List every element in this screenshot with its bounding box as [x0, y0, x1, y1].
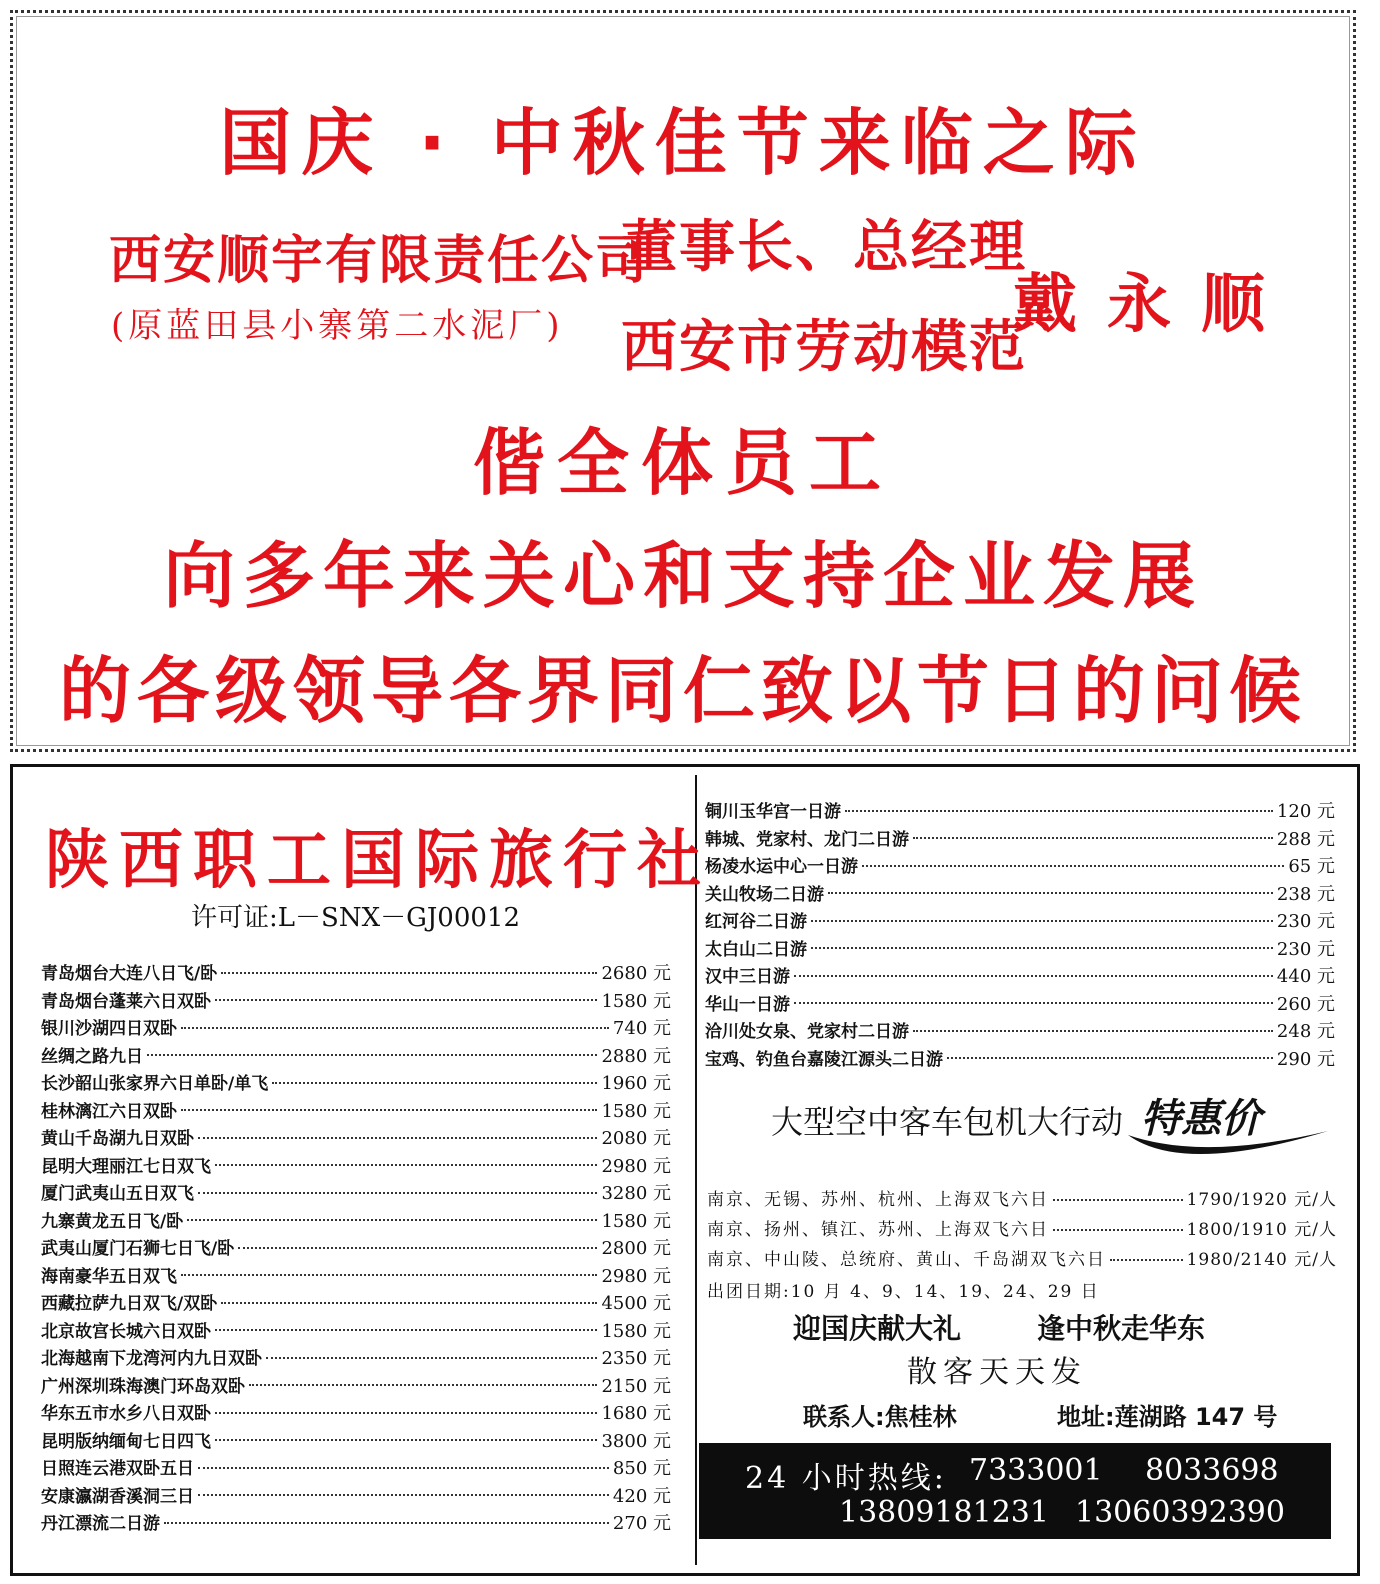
- dot-leader: [215, 1439, 597, 1441]
- tour-item: [705, 907, 1335, 935]
- tour-name: 北海越南下龙湾河内九日双卧: [41, 1349, 262, 1369]
- tour-item: [41, 1069, 671, 1097]
- slogan-national-day: 迎国庆献大礼: [793, 1312, 962, 1345]
- dot-leader: [215, 1164, 597, 1166]
- greeting-ad: [10, 10, 1356, 752]
- greeting-line-2: 向多年来关心和支持企业发展: [162, 534, 1203, 618]
- tour-name: 安康瀛湖香溪洞三日: [41, 1486, 194, 1507]
- hotline-number: 13060392390: [1075, 1495, 1285, 1530]
- tour-name: 昆明大理丽江七日双飞: [41, 1156, 211, 1177]
- dot-leader: [181, 1109, 597, 1111]
- tour-item: [41, 1317, 671, 1345]
- dot-leader: [947, 1057, 1273, 1059]
- dot-leader: [1110, 1259, 1183, 1261]
- dot-leader: [811, 947, 1273, 949]
- tour-price: 1580 元: [601, 1100, 671, 1122]
- tour-name: 青岛烟台大连八日飞/卧: [41, 964, 218, 984]
- tour-name: 日照连云港双卧五日: [41, 1459, 194, 1479]
- tour-price: 3280 元: [601, 1183, 671, 1204]
- tour-item: [705, 1045, 1335, 1073]
- dot-leader: [147, 1054, 597, 1056]
- dot-leader: [1053, 1199, 1183, 1201]
- dot-leader: [272, 1082, 597, 1084]
- tour-price: 1580 元: [601, 1210, 671, 1232]
- tour-item: [41, 1372, 671, 1400]
- dot-leader: [845, 810, 1273, 812]
- tour-price: 120 元: [1276, 801, 1335, 822]
- tour-price: 270 元: [612, 1513, 671, 1534]
- tour-price: 2880 元: [601, 1045, 671, 1067]
- tour-price: 260 元: [1276, 993, 1335, 1015]
- tour-price: 1580 元: [601, 1320, 671, 1342]
- dot-leader: [862, 865, 1284, 867]
- hotline-box: [699, 1443, 1331, 1539]
- tour-price: 2680 元: [601, 963, 671, 984]
- tour-item: [41, 1179, 671, 1207]
- dot-leader: [794, 1002, 1273, 1004]
- tour-item: [705, 880, 1335, 908]
- license-number: 许可证:L－SNX－GJ00012: [191, 903, 520, 933]
- slogan-mid-autumn: 逢中秋走华东: [1037, 1312, 1206, 1345]
- tour-name: 长沙韶山张家界六日单卧/单飞: [41, 1074, 269, 1094]
- tour-price: 1960 元: [601, 1073, 671, 1094]
- tour-name: 黄山千岛湖九日双卧: [41, 1129, 194, 1149]
- tour-price: 2350 元: [601, 1348, 671, 1369]
- tour-name: 宝鸡、钓鱼台嘉陵江源头二日游: [705, 1049, 943, 1070]
- tour-item: [41, 1454, 671, 1482]
- tour-price: 288 元: [1276, 828, 1335, 850]
- tour-item: [41, 1014, 671, 1042]
- tour-price: 740 元: [612, 1018, 671, 1039]
- address: 地址:莲湖路 147 号: [1057, 1403, 1278, 1431]
- tour-item: [41, 1289, 671, 1317]
- tour-item: [41, 987, 671, 1015]
- tour-name: 华东五市水乡八日双卧: [41, 1404, 211, 1424]
- special-price-badge: 特惠价: [1141, 1096, 1261, 1142]
- departure-dates: 出团日期:10 月 4、9、14、19、24、29 日: [707, 1282, 1100, 1302]
- dot-leader: [187, 1219, 597, 1221]
- tour-item: [41, 1207, 671, 1235]
- dot-leader: [198, 1192, 597, 1194]
- dot-leader: [221, 972, 597, 974]
- tour-price: 4500 元: [601, 1293, 671, 1314]
- dot-leader: [266, 1357, 597, 1359]
- tour-name: 韩城、党家村、龙门二日游: [705, 829, 909, 850]
- agency-name: 陕西职工国际旅行社: [45, 823, 711, 898]
- tour-name: 丝绸之路九日: [41, 1046, 143, 1067]
- tour-item: [41, 1152, 671, 1180]
- tour-item: [705, 825, 1335, 853]
- tour-item: [41, 1234, 671, 1262]
- tour-item: [41, 1509, 671, 1537]
- tour-item: [705, 797, 1335, 825]
- tour-name: 南京、无锡、苏州、杭州、上海双飞六日: [707, 1190, 1049, 1210]
- dot-leader: [913, 1030, 1273, 1032]
- dot-leader: [215, 999, 597, 1001]
- tour-price: 290 元: [1276, 1048, 1335, 1070]
- hotline-number: 8033698: [1145, 1453, 1279, 1488]
- tour-item: [41, 959, 671, 987]
- tour-name: 太白山二日游: [705, 939, 807, 960]
- tour-price: 1800/1910 元/人: [1186, 1220, 1337, 1240]
- tour-item: [41, 1124, 671, 1152]
- tour-name: 汉中三日游: [705, 967, 790, 987]
- tour-name: 广州深圳珠海澳门环岛双卧: [41, 1376, 245, 1397]
- dot-leader: [811, 920, 1273, 922]
- tour-item: [705, 935, 1335, 963]
- tour-item: [705, 1017, 1335, 1045]
- company-name: 西安顺宇有限责任公司: [109, 231, 650, 291]
- tour-price: 1790/1920 元/人: [1186, 1190, 1337, 1210]
- hotline-label: 24 小时热线:: [745, 1461, 947, 1496]
- tour-item: [41, 1399, 671, 1427]
- charter-title: 大型空中客车包机大行动: [771, 1103, 1124, 1141]
- dot-leader: [221, 1302, 597, 1304]
- greeting-line-3: 的各级领导各界同仁致以节日的问候: [58, 649, 1307, 733]
- tour-price: 238 元: [1276, 883, 1335, 905]
- tour-name: 九寨黄龙五日飞/卧: [41, 1211, 184, 1232]
- hotline-number: 13809181231: [839, 1495, 1049, 1530]
- hotline-number: 7333001: [969, 1453, 1103, 1488]
- tour-price: 1680 元: [601, 1403, 671, 1424]
- tour-item: [705, 990, 1335, 1018]
- tour-name: 铜川玉华宫一日游: [705, 802, 841, 822]
- tour-item: [41, 1097, 671, 1125]
- dot-leader: [828, 892, 1273, 894]
- tour-name: 北京故宫长城六日双卧: [41, 1321, 211, 1342]
- tour-price: 2980 元: [601, 1155, 671, 1177]
- tour-price: 420 元: [612, 1485, 671, 1507]
- tour-name: 华山一日游: [705, 994, 790, 1015]
- person-role-chairman: 董事长、总经理: [621, 215, 1027, 280]
- dot-leader: [238, 1247, 597, 1249]
- dot-leader: [198, 1137, 597, 1139]
- tour-name: 洽川处女泉、党家村二日游: [705, 1022, 909, 1042]
- left-tour-list: [41, 959, 671, 1537]
- tour-item: [41, 1042, 671, 1070]
- tour-item: [705, 852, 1335, 880]
- charter-route-list: [707, 1185, 1337, 1275]
- tour-item: [707, 1185, 1337, 1215]
- travel-agency-ad: [10, 764, 1360, 1576]
- dot-leader: [1053, 1229, 1183, 1231]
- tour-name: 武夷山厦门石狮七日飞/卧: [41, 1239, 235, 1259]
- tour-name: 青岛烟台蓬莱六日双卧: [41, 991, 211, 1012]
- tour-name: 丹江漂流二日游: [41, 1514, 160, 1534]
- tour-item: [707, 1245, 1337, 1275]
- person-name: 戴永顺: [1013, 267, 1295, 342]
- tour-price: 1580 元: [601, 990, 671, 1012]
- dot-leader: [794, 975, 1273, 977]
- tour-name: 关山牧场二日游: [705, 884, 824, 905]
- tour-price: 850 元: [612, 1458, 671, 1479]
- tour-item: [41, 1344, 671, 1372]
- tour-item: [41, 1427, 671, 1455]
- dot-leader: [198, 1467, 609, 1469]
- greeting-line-1: 偕全体员工: [472, 421, 893, 505]
- dot-leader: [215, 1412, 597, 1414]
- company-former-name: (原蓝田县小寨第二水泥厂): [111, 306, 564, 346]
- tour-item: [707, 1215, 1337, 1245]
- tour-item: [41, 1482, 671, 1510]
- daily-departure: 散客天天发: [907, 1355, 1087, 1390]
- dot-leader: [164, 1522, 609, 1524]
- contact-person: 联系人:焦桂林: [803, 1403, 957, 1431]
- tour-name: 厦门武夷山五日双飞: [41, 1184, 194, 1204]
- tour-price: 440 元: [1276, 966, 1335, 987]
- tour-price: 1980/2140 元/人: [1186, 1250, 1337, 1270]
- tour-item: [705, 962, 1335, 990]
- tour-price: 2800 元: [601, 1238, 671, 1259]
- tour-name: 南京、中山陵、总统府、黄山、千岛湖双飞六日: [707, 1250, 1106, 1270]
- tour-item: [41, 1262, 671, 1290]
- dot-leader: [181, 1027, 609, 1029]
- tour-price: 2980 元: [601, 1265, 671, 1287]
- right-tour-list: [705, 797, 1335, 1072]
- tour-price: 65 元: [1288, 856, 1335, 877]
- tour-name: 红河谷二日游: [705, 912, 807, 932]
- tour-name: 桂林漓江六日双卧: [41, 1101, 177, 1122]
- dot-leader: [198, 1494, 609, 1496]
- dot-leader: [249, 1384, 597, 1386]
- tour-price: 230 元: [1276, 911, 1335, 932]
- tour-name: 昆明版纳缅甸七日四飞: [41, 1431, 211, 1452]
- dot-leader: [913, 837, 1273, 839]
- tour-name: 南京、扬州、镇江、苏州、上海双飞六日: [707, 1220, 1049, 1240]
- tour-price: 2150 元: [601, 1375, 671, 1397]
- tour-price: 3800 元: [601, 1430, 671, 1452]
- tour-name: 西藏拉萨九日双飞/双卧: [41, 1294, 218, 1314]
- person-role-model-worker: 西安市劳动模范: [621, 315, 1027, 380]
- tour-price: 230 元: [1276, 938, 1335, 960]
- tour-price: 248 元: [1276, 1021, 1335, 1042]
- tour-price: 2080 元: [601, 1128, 671, 1149]
- greeting-title: 国庆 · 中秋佳节来临之际: [219, 101, 1147, 185]
- tour-name: 海南豪华五日双飞: [41, 1266, 177, 1287]
- tour-name: 银川沙湖四日双卧: [41, 1019, 177, 1039]
- dot-leader: [215, 1329, 597, 1331]
- tour-name: 杨凌水运中心一日游: [705, 857, 858, 877]
- dot-leader: [181, 1274, 597, 1276]
